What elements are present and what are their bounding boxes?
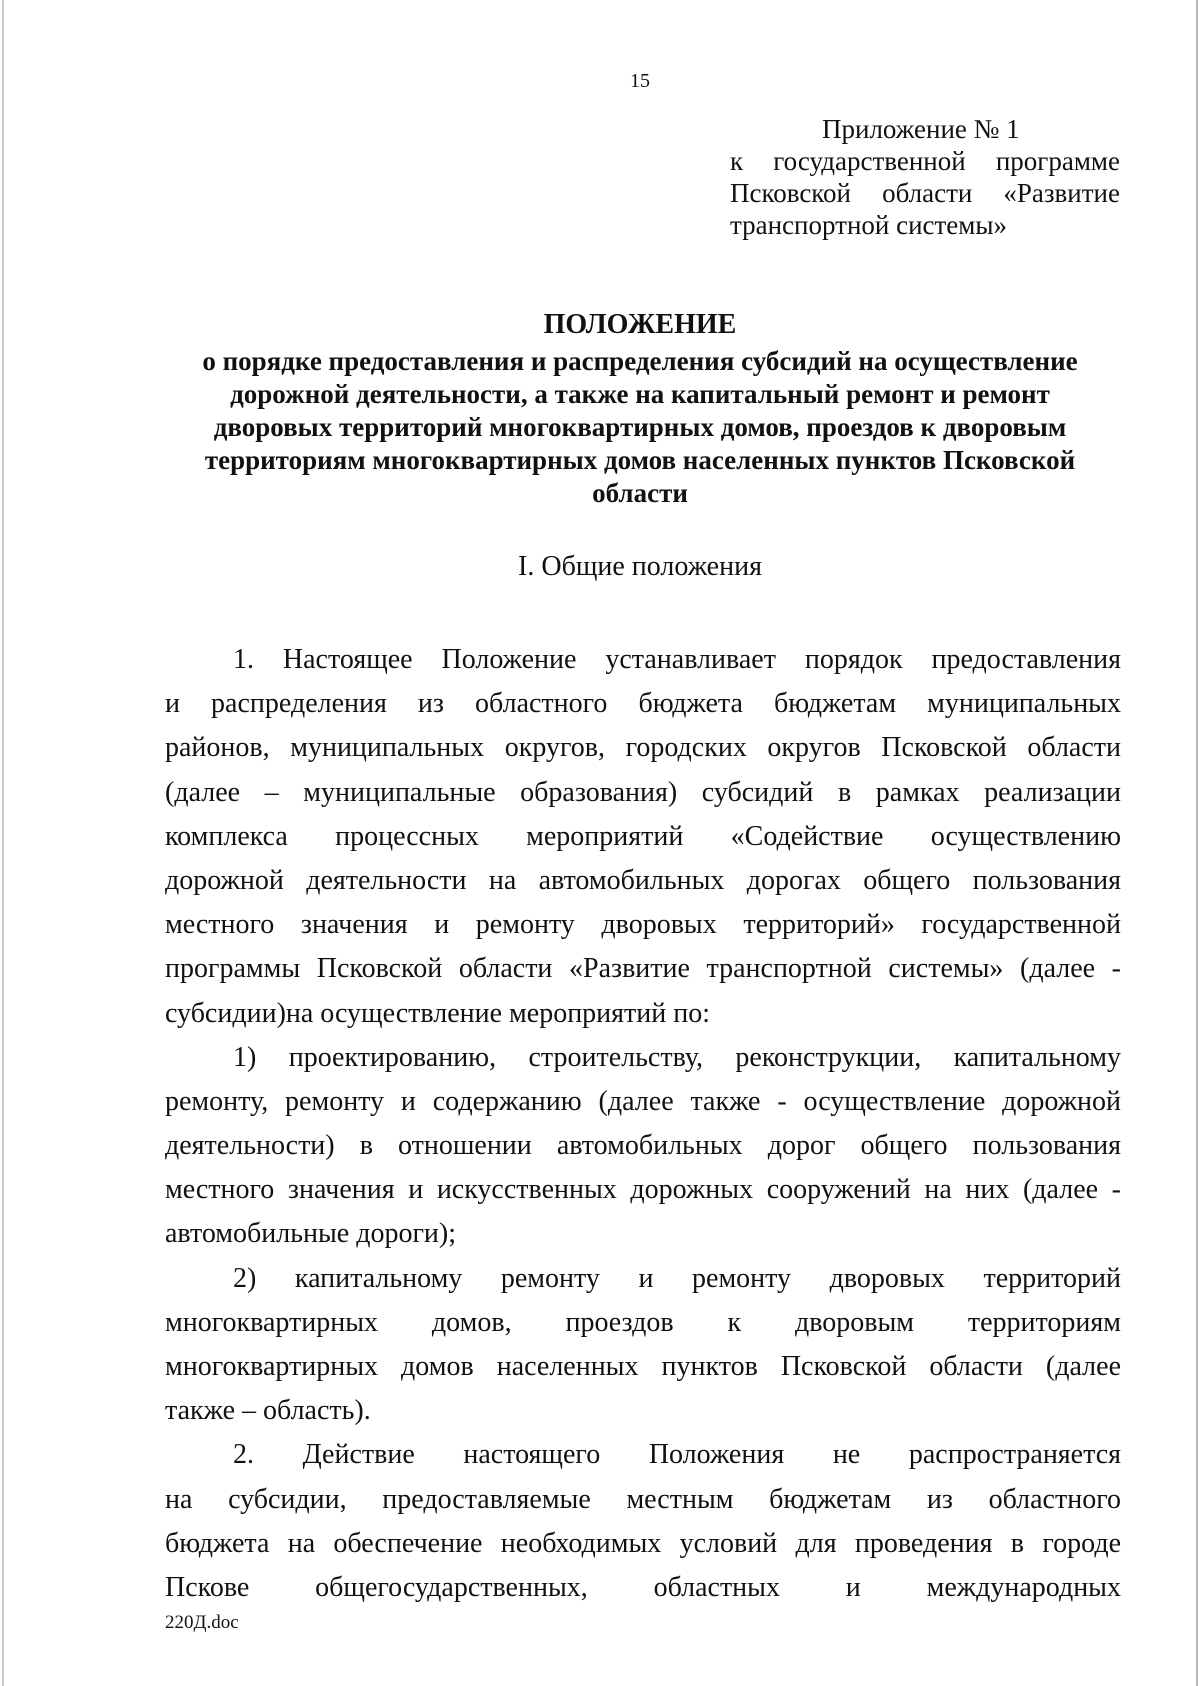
body-text: [165, 638, 1121, 1610]
body-line: деятельности) в отношении автомобильных дорог общего пользования: [165, 1130, 1121, 1162]
body-line: на субсидии, предоставляемые местным бюджетам из областного: [165, 1483, 1121, 1515]
body-line: автомобильные дороги);: [165, 1218, 457, 1250]
subtitle-line: дорожной деятельности, а также на капитальный ремонт и ремонт: [230, 379, 1050, 409]
subtitle-line: территориям многоквартирных домов населенных пунктов Псковской: [204, 445, 1076, 475]
file-name-footer: 220Д.doc: [165, 1612, 239, 1633]
body-line: местного значения и искусственных дорожных сооружений на них (далее -: [165, 1174, 1121, 1206]
document-subtitle: [140, 345, 1140, 510]
body-line: 2. Действие настоящего Положения не распространяется: [233, 1439, 1121, 1471]
appendix-line: к государственной программе: [730, 146, 1120, 176]
subtitle-line: о порядке предоставления и распределения субсидий на осуществление: [202, 346, 1078, 376]
body-line: многоквартирных домов населенных пунктов Псковской области (далее: [165, 1351, 1121, 1382]
body-line: местного значения и ремонту дворовых территорий» государственной: [165, 909, 1121, 941]
body-line: дорожной деятельности на автомобильных дорогах общего пользования: [165, 864, 1121, 896]
body-line: программы Псковской области «Развитие транспортной системы» (далее -: [165, 953, 1121, 985]
page-number: 15: [630, 70, 650, 92]
body-line: 1. Настоящее Положение устанавливает порядок предоставления: [233, 644, 1121, 675]
body-line: Пскове общегосударственных, областных и международных: [165, 1571, 1121, 1603]
body-line: 1) проектированию, строительству, реконструкции, капитальному: [233, 1041, 1121, 1073]
appendix-line: Приложение № 1: [822, 114, 1020, 144]
body-line: ремонту, ремонту и содержанию (далее также - осуществление дорожной: [165, 1085, 1121, 1117]
body-line: и распределения из областного бюджета бюджетам муниципальных: [165, 688, 1121, 720]
appendix-note: [730, 113, 1120, 241]
body-line: также – область).: [165, 1395, 371, 1427]
subtitle-line: дворовых территорий многоквартирных домов, проездов к дворовым: [213, 412, 1067, 442]
body-line: (далее – муниципальные образования) субсидий в рамках реализации: [165, 776, 1121, 808]
subtitle-line: области: [592, 478, 688, 508]
body-line: районов, муниципальных округов, городских округов Псковской области: [165, 732, 1121, 764]
appendix-line: транспортной системы»: [730, 210, 1008, 240]
body-line: комплекса процессных мероприятий «Содействие осуществлению: [165, 820, 1121, 852]
body-line: бюджета на обеспечение необходимых условий для проведения в городе: [165, 1527, 1121, 1559]
section-heading: I. Общие положения: [518, 551, 762, 582]
scan-edge-right: [1196, 0, 1198, 1686]
body-line: субсидии)на осуществление мероприятий по:: [165, 997, 711, 1029]
scan-edge-left: [2, 0, 4, 1686]
body-line: 2) капитальному ремонту и ремонту дворовых территорий: [233, 1262, 1121, 1294]
body-line: многоквартирных домов, проездов к дворовым территориям: [165, 1306, 1121, 1338]
document-title: ПОЛОЖЕНИЕ: [543, 309, 737, 340]
appendix-line: Псковской области «Развитие: [730, 178, 1120, 208]
